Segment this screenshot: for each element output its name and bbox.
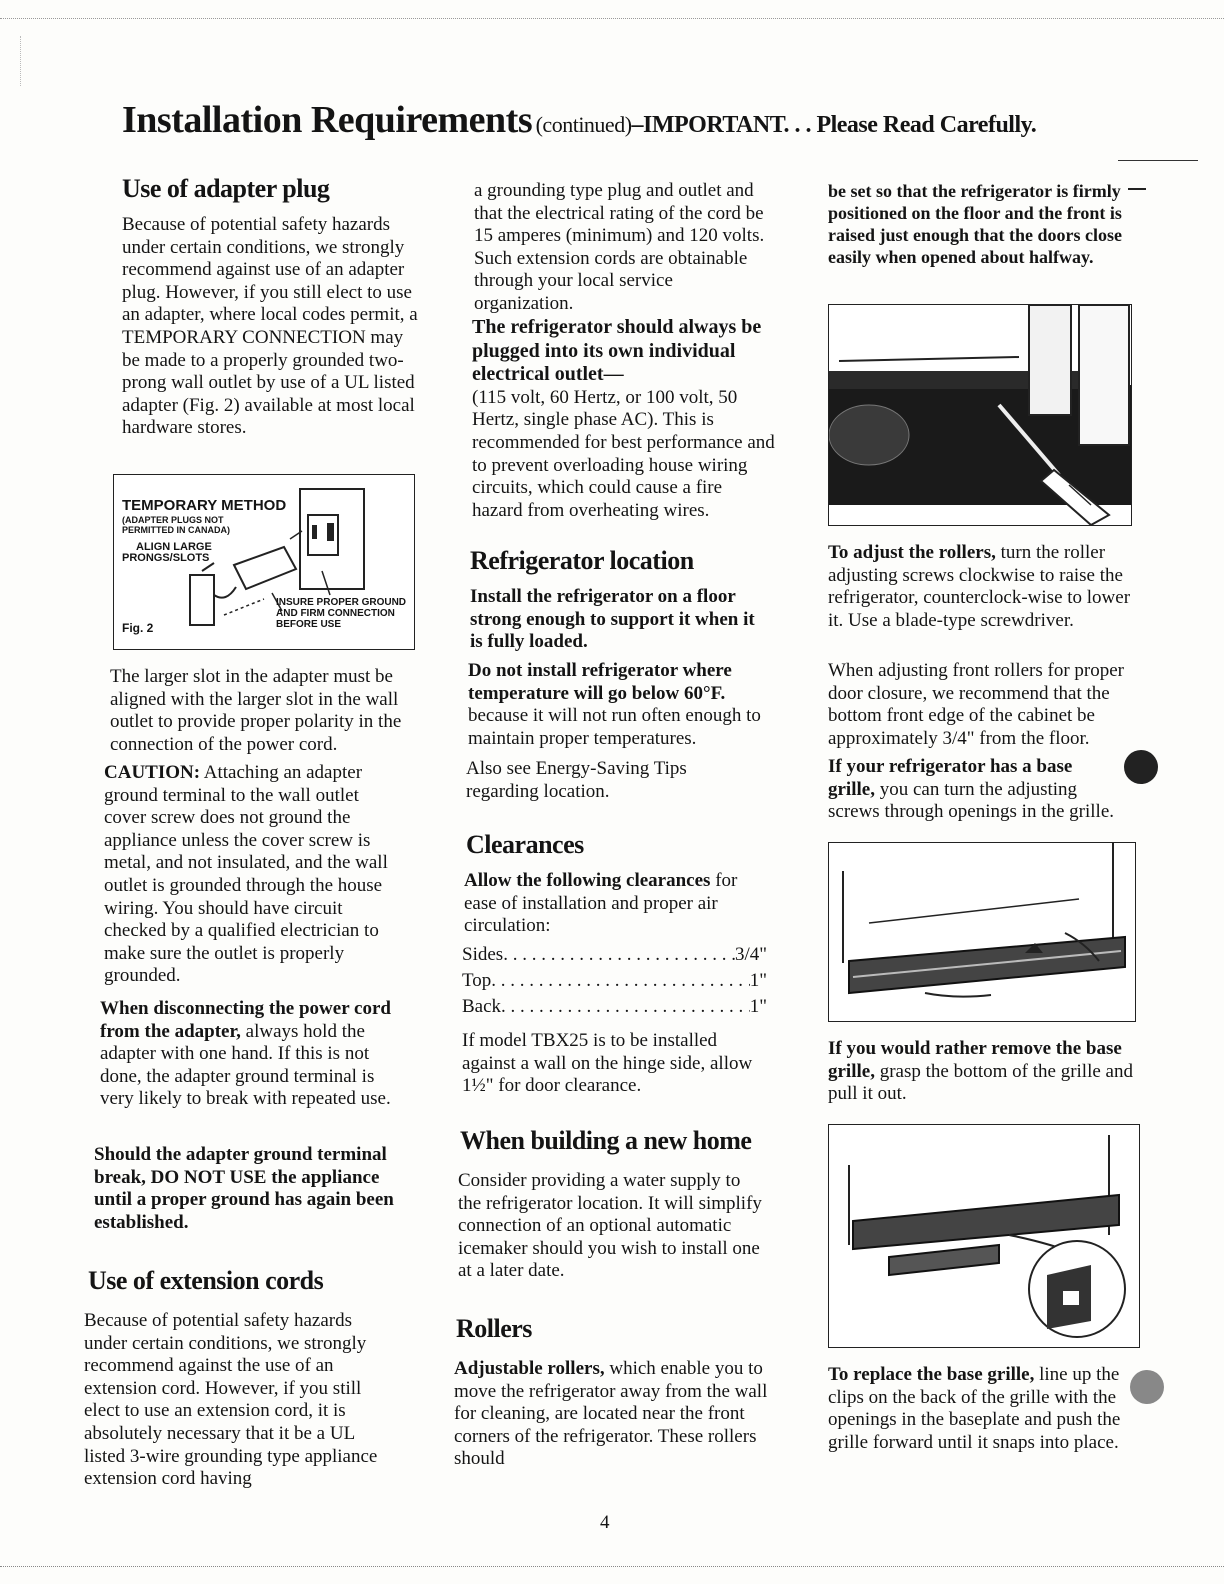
page-number: 4 (600, 1512, 610, 1533)
extension-paragraph: Because of potential safety hazards under certain conditions, we strongly recommend against the use of an extension cord. However, if you still elect to use an extension cord, it is absolutely necessary that it be a UL listed 3-wire grounding type appliance extension cord having (84, 1310, 378, 1490)
rollers-bold: Adjustable rollers, (454, 1358, 605, 1379)
floor-strength-text: Install the refrigerator on a floor strong enough to support it when it is fully loaded. (470, 586, 755, 653)
disconnecting-bold: When disconnecting the power cord from the adapter, (100, 998, 391, 1042)
larger-slot-paragraph: The larger slot in the adapter must be aligned with the larger slot in the wall outlet to provide proper polarity in the connection of the power cord. (110, 666, 402, 755)
replace-grille-paragraph (828, 1364, 1124, 1454)
remove-grille-illustration (828, 1124, 1140, 1348)
remove-grille-bold: If you would rather remove the base grille, (828, 1038, 1122, 1082)
temperature-paragraph (468, 660, 774, 750)
scan-margin-marks (20, 36, 61, 86)
adjust-rollers-paragraph (828, 542, 1134, 632)
fig2-insure-2: AND FIRM CONNECTION (276, 608, 395, 619)
fig2-not-permitted-2: PERMITTED IN CANADA) (122, 525, 230, 535)
base-grille-adjust-drawing (829, 843, 1135, 1021)
clearance-row-back (462, 994, 767, 1020)
disconnecting-paragraph (100, 998, 406, 1111)
heading-adapter-plug: Use of adapter plug (122, 174, 330, 203)
clearances-list (462, 942, 767, 1020)
base-grille-paragraph (828, 756, 1118, 824)
base-grille-adjust-illustration (828, 842, 1136, 1022)
fig2-temporary-method: TEMPORARY METHOD (122, 497, 287, 514)
fig2-align-1: ALIGN LARGE (136, 541, 212, 553)
title-continued: (continued) (535, 112, 632, 137)
roller-screwdriver-illustration (828, 304, 1132, 526)
remove-grille-paragraph (828, 1038, 1134, 1106)
replace-grille-text: line up the clips on the back of the grille with the openings in the baseplate and push the grille forward until it snaps into place. (828, 1364, 1121, 1453)
remove-grille-text: grasp the bottom of the grille and pull it out. (828, 1060, 1133, 1105)
energy-saving-text: Also see Energy-Saving Tips regarding location. (466, 758, 687, 802)
base-grille-bold: If your refrigerator has a base grille, (828, 756, 1073, 800)
own-outlet-bold: The refrigerator should always be plugged into its own individual electrical outlet— (472, 316, 762, 386)
base-grille-text: you can turn the adjusting screws through openings in the grille. (828, 778, 1115, 823)
own-outlet-paragraph (472, 316, 776, 522)
scan-bottom-rule (0, 1566, 1224, 1567)
heading-new-home: When building a new home (460, 1126, 752, 1155)
page-title (122, 98, 1036, 142)
rollers-continued-paragraph: be set so that the refrigerator is firmly positioned on the floor and the front is raised just enough that the doors close easily when opened about halfway. (828, 181, 1123, 267)
caution-text: Attaching an adapter ground terminal to the wall outlet cover screw does not ground the appliance unless the cover screw is metal, and not insulated, and the wall outlet is grounded through the house wiring. You should have circuit checked by a qualified electrician to make sure the outlet is properly grounded. (104, 762, 388, 987)
roller-screwdriver-drawing (829, 305, 1131, 525)
temperature-bold: Do not install refrigerator where temperature will go below 60°F. (468, 660, 732, 704)
caution-label: CAUTION: (104, 762, 201, 783)
clearances-intro (464, 870, 764, 938)
clearance-value: 1" (749, 996, 767, 1017)
margin-mark (1128, 188, 1146, 190)
fig2-label: Fig. 2 (122, 621, 154, 635)
heading-rollers: Rollers (456, 1314, 532, 1343)
clearance-row-top (462, 968, 767, 994)
remove-grille-drawing (829, 1125, 1139, 1347)
clearance-label: Back (462, 996, 502, 1017)
ground-break-warning: Should the adapter ground terminal break, DO NOT USE the appliance until a proper ground has again been established. (94, 1144, 394, 1233)
binder-hole-mark-lower (1130, 1370, 1164, 1404)
clearance-row-sides (462, 942, 767, 968)
disconnecting-text: always hold the adapter with one hand. If this is not done, the adapter ground terminal is very likely to break with repeated use. (100, 1020, 391, 1110)
rollers-text: which enable you to move the refrigerator away from the wall for cleaning, are located near the front corners of the refrigerator. These rollers should (454, 1358, 768, 1470)
clearances-bold: Allow the following clearances (464, 870, 711, 891)
heading-clearances: Clearances (466, 830, 584, 859)
heading-extension-cords: Use of extension cords (88, 1266, 324, 1295)
clearance-value: 1" (749, 970, 767, 991)
adjust-rollers-text: turn the roller adjusting screws clockwise to raise the refrigerator, counterclock-wise to lower it. Use a blade-type screwdriver. (828, 542, 1131, 631)
scan-top-rule (0, 18, 1224, 19)
clearance-label: Top (462, 970, 492, 991)
header-rule (1118, 160, 1198, 161)
front-rollers-paragraph: When adjusting front rollers for proper door closure, we recommend that the bottom front edge of the cabinet be approximately 3/4" from the floor. (828, 660, 1124, 749)
title-important: –IMPORTANT. . . Please Read Carefully. (631, 112, 1037, 138)
clearances-text: for ease of installation and proper air circulation: (464, 870, 738, 937)
fig2-insure-3: BEFORE USE (276, 619, 342, 630)
clearance-value: 3/4" (734, 944, 767, 965)
adjust-rollers-bold: To adjust the rollers, (828, 542, 996, 563)
rating-paragraph: a grounding type plug and outlet and that the electrical rating of the cord be 15 amperes (minimum) and 120 volts. Such extension cords are obtainable through your local service organization. (474, 180, 765, 314)
temperature-text: because it will not run often enough to maintain proper temperatures. (468, 705, 761, 749)
fig2-align-2: PRONGS/SLOTS (122, 552, 210, 564)
title-main: Installation Requirements (122, 99, 533, 141)
adapter-paragraph: Because of potential safety hazards under certain conditions, we strongly recommend against use of an adapter plug. However, if you still elect to use an adapter, where local codes permit, a TEMPORARY CONNECTION may be made to a properly grounded two-prong wall outlet by use of a UL listed adapter (Fig. 2) available at most local hardware stores. (122, 214, 418, 439)
own-outlet-text: (115 volt, 60 Hertz, or 100 volt, 50 Hertz, single phase AC). This is recommended for best performance and to prevent overloading house wiring circuits, which could cause a fire hazard from overheating wires. (472, 386, 775, 521)
binder-hole-mark (1124, 750, 1158, 784)
replace-grille-bold: To replace the base grille, (828, 1364, 1035, 1385)
heading-refrigerator-location: Refrigerator location (470, 546, 694, 575)
fig2-insure-1: INSURE PROPER GROUND (276, 597, 407, 608)
clearance-label: Sides (462, 944, 504, 965)
caution-paragraph (104, 762, 404, 988)
model-clearance-paragraph: If model TBX25 is to be installed against a wall on the hinge side, allow 1½" for door clearance. (462, 1030, 753, 1097)
rollers-paragraph (454, 1358, 774, 1471)
fig2-adapter-illustration (113, 474, 415, 650)
fig2-not-permitted-1: (ADAPTER PLUGS NOT (122, 515, 224, 525)
new-home-paragraph: Consider providing a water supply to the refrigerator location. It will simplify connection of an optional automatic icemaker should you wish to install one at a later date. (458, 1170, 762, 1282)
